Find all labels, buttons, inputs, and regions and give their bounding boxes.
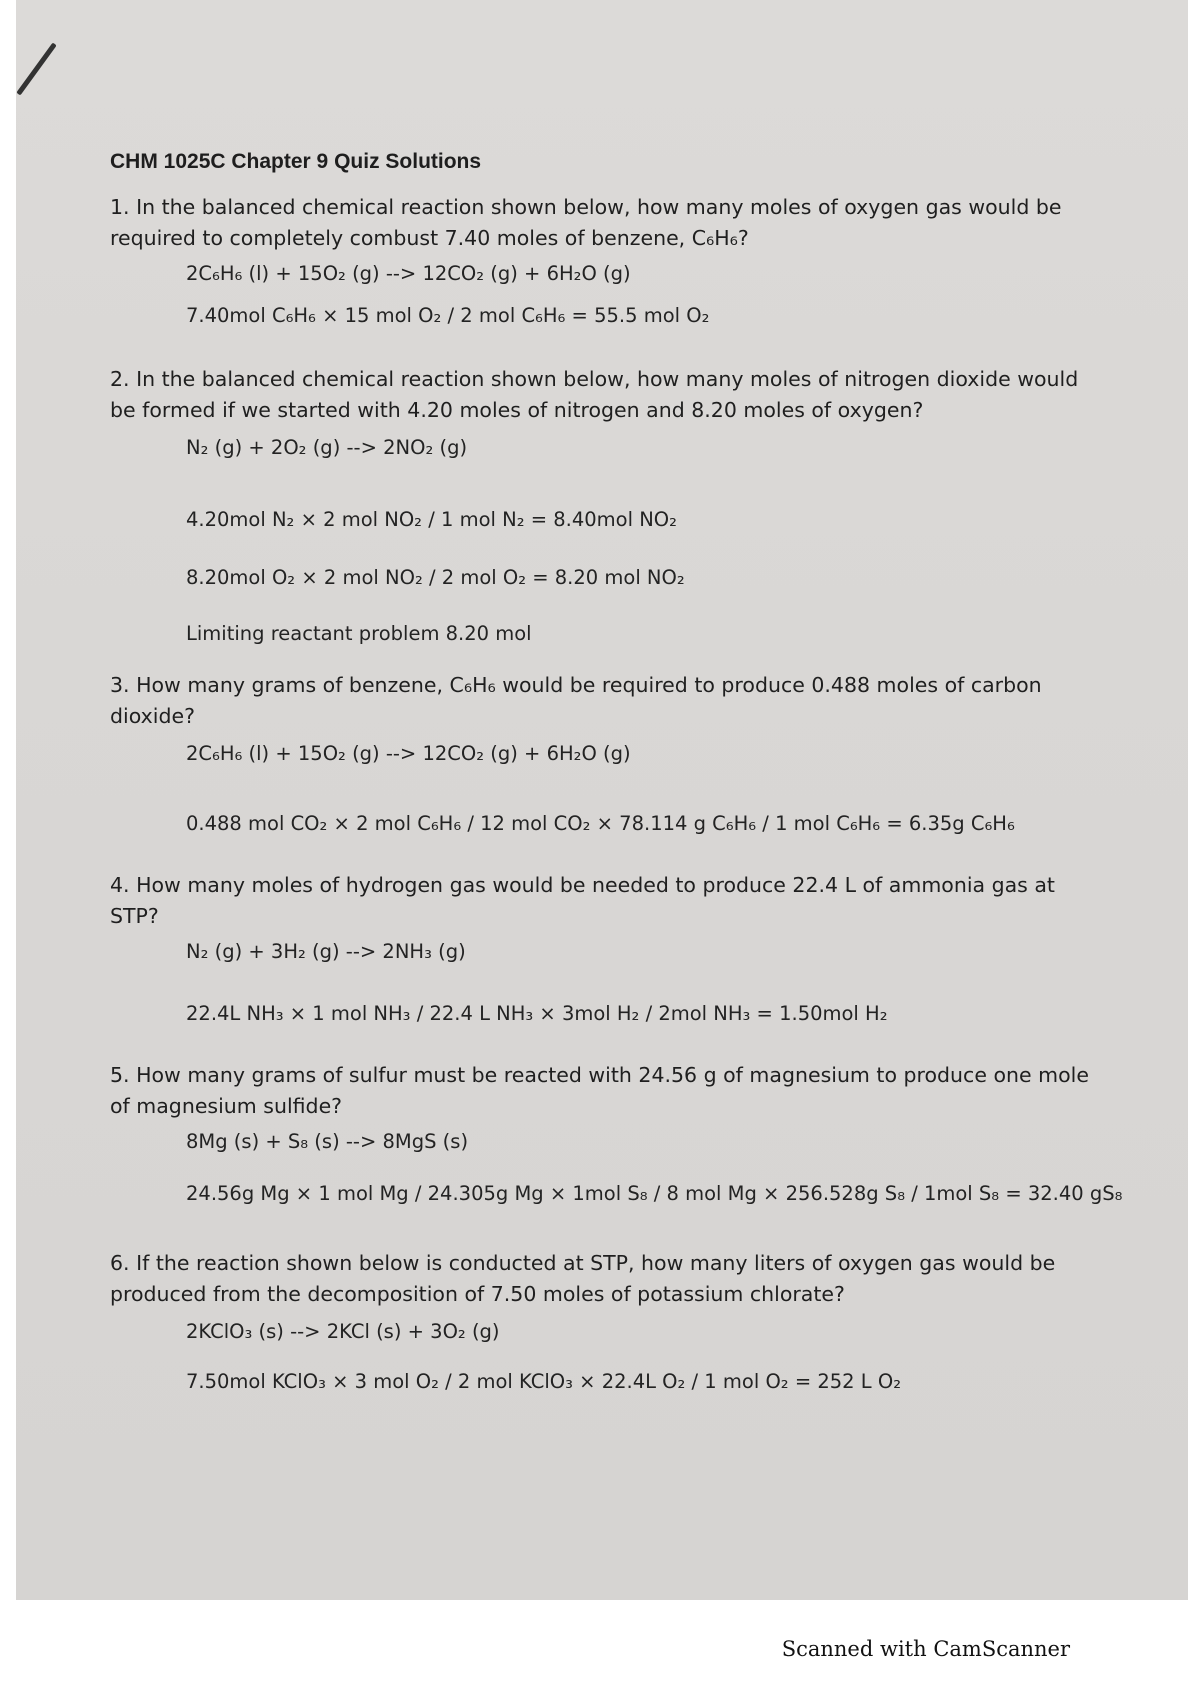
question-5-text: 5. How many grams of sulfur must be reacted with 24.56 g of magnesium to produce one mole of magnesium sulfide?: [110, 1063, 1089, 1118]
question-4-calculation: 22.4L NH₃ × 1 mol NH₃ / 22.4 L NH₃ × 3mol H₂ / 2mol NH₃ = 1.50mol H₂: [186, 1002, 888, 1025]
pen-mark: [16, 42, 56, 95]
question-2-note: Limiting reactant problem 8.20 mol: [186, 622, 532, 645]
question-2-equation: N₂ (g) + 2O₂ (g) --> 2NO₂ (g): [186, 436, 468, 459]
question-6-text: 6. If the reaction shown below is conducted at STP, how many liters of oxygen gas would be produced from the decomposition of 7.50 moles of potassium chlorate?: [110, 1251, 1056, 1306]
question-2-calculation-2: 8.20mol O₂ × 2 mol NO₂ / 2 mol O₂ = 8.20 mol NO₂: [186, 566, 685, 589]
scanned-page: [16, 0, 1188, 1600]
question-2-calculation-1: 4.20mol N₂ × 2 mol NO₂ / 1 mol N₂ = 8.40mol NO₂: [186, 508, 677, 531]
scanner-watermark: Scanned with CamScanner: [781, 1637, 1070, 1661]
question-5-equation: 8Mg (s) + S₈ (s) --> 8MgS (s): [186, 1130, 469, 1153]
question-6-calculation: 7.50mol KClO₃ × 3 mol O₂ / 2 mol KClO₃ × 22.4L O₂ / 1 mol O₂ = 252 L O₂: [186, 1370, 902, 1393]
question-3-calculation: 0.488 mol CO₂ × 2 mol C₆H₆ / 12 mol CO₂ × 78.114 g C₆H₆ / 1 mol C₆H₆ = 6.35g C₆H₆: [186, 812, 1015, 835]
question-4-equation: N₂ (g) + 3H₂ (g) --> 2NH₃ (g): [186, 940, 466, 963]
question-5-calculation: 24.56g Mg × 1 mol Mg / 24.305g Mg × 1mol S₈ / 8 mol Mg × 256.528g S₈ / 1mol S₈ = 32.40 gS₈: [186, 1182, 1123, 1205]
question-6-equation: 2KClO₃ (s) --> 2KCl (s) + 3O₂ (g): [186, 1320, 500, 1343]
question-3-equation: 2C₆H₆ (l) + 15O₂ (g) --> 12CO₂ (g) + 6H₂O (g): [186, 742, 631, 765]
question-1-text: 1. In the balanced chemical reaction shown below, how many moles of oxygen gas would be required to completely combust 7.40 moles of benzene, C₆H₆?: [110, 195, 1062, 250]
question-1-equation: 2C₆H₆ (l) + 15O₂ (g) --> 12CO₂ (g) + 6H₂O (g): [186, 262, 631, 285]
document-title: CHM 1025C Chapter 9 Quiz Solutions: [110, 150, 482, 173]
question-1-calculation: 7.40mol C₆H₆ × 15 mol O₂ / 2 mol C₆H₆ = 55.5 mol O₂: [186, 304, 710, 327]
question-4-text: 4. How many moles of hydrogen gas would be needed to produce 22.4 L of ammonia gas at STP?: [110, 873, 1055, 928]
question-3-text: 3. How many grams of benzene, C₆H₆ would be required to produce 0.488 moles of carbon dioxide?: [110, 673, 1042, 728]
question-2-text: 2. In the balanced chemical reaction shown below, how many moles of nitrogen dioxide would be formed if we started with 4.20 moles of nitrogen and 8.20 moles of oxygen?: [110, 367, 1079, 422]
